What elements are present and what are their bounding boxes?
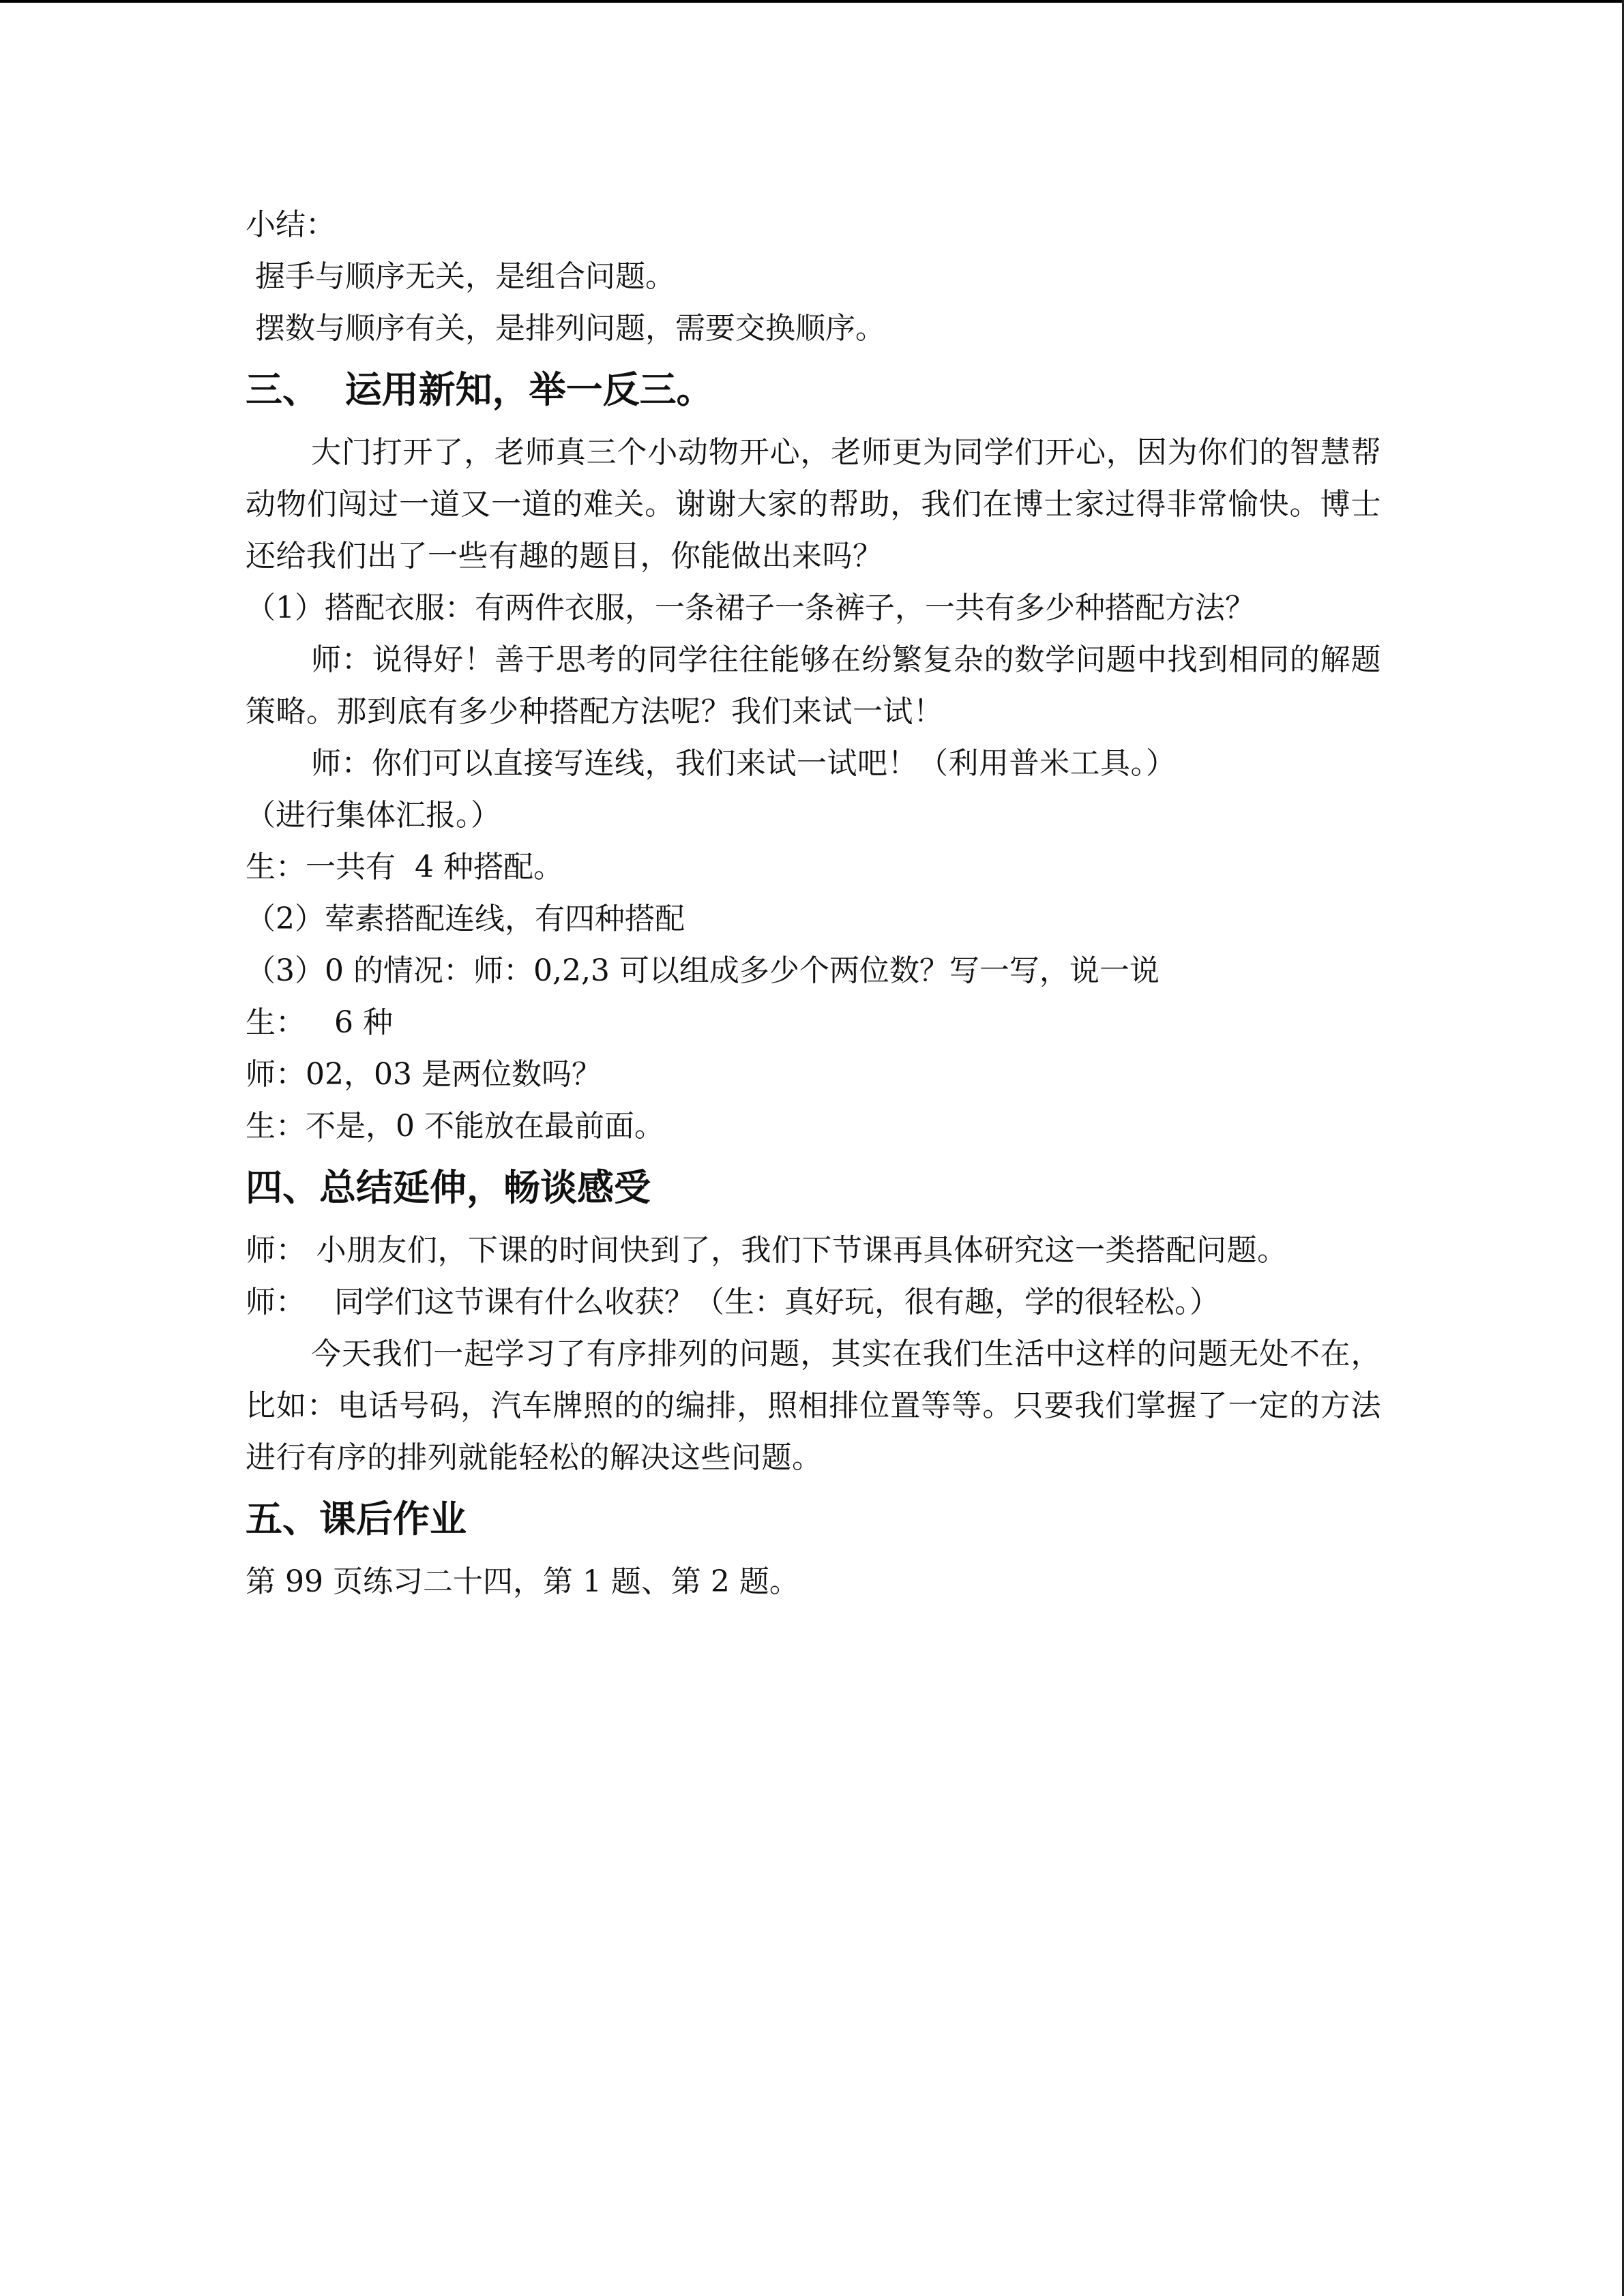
question-2: （2）荤素搭配连线，有四种搭配 bbox=[246, 901, 685, 936]
student-answer-1: 生：一共有 4 种搭配。 bbox=[246, 850, 563, 884]
section-4-paragraph-3: 今天我们一起学习了有序排列的问题，其实在我们生活中这样的问题无处不在，比如：电话号码，汽车牌照的的编排，照相排位置等等。只要我们掌握了一定的方法进行有序的排列就能轻松的解决这些问题。 bbox=[246, 1337, 1381, 1475]
summary-line-1: 握手与顺序无关，是组合问题。 bbox=[246, 259, 675, 294]
summary-line-2: 摆数与顺序有关，是排列问题，需要交换顺序。 bbox=[246, 311, 885, 346]
page-top-border bbox=[0, 0, 1624, 3]
section-3-paragraph-1: 大门打开了，老师真三个小动物开心，老师更为同学们开心，因为你们的智慧帮动物们闯过一道又一道的难关。谢谢大家的帮助，我们在博士家过得非常愉快。博士还给我们出了一些有趣的题目，你能做出来吗？ bbox=[246, 435, 1381, 573]
question-3: （3）0 的情况：师：0,2,3 可以组成多少个两位数？写一写，说一说 bbox=[246, 953, 1160, 988]
homework-line: 第 99 页练习二十四，第 1 题、第 2 题。 bbox=[246, 1564, 799, 1599]
document-body bbox=[246, 199, 1381, 1608]
section-3-heading: 三、 运用新知，举一反三。 bbox=[246, 368, 713, 411]
section-3-paragraph-3: 师：你们可以直接写连线，我们来试一试吧！（利用普米工具。） bbox=[311, 746, 1177, 781]
section-4-paragraph-1: 师： 小朋友们，下课的时间快到了，我们下节课再具体研究这一类搭配问题。 bbox=[246, 1233, 1288, 1268]
teacher-question: 师：02，03 是两位数吗？ bbox=[246, 1057, 602, 1092]
section-4-heading: 四、总结延伸，畅谈感受 bbox=[246, 1166, 651, 1209]
question-1: （1）搭配衣服：有两件衣服，一条裙子一条裤子，一共有多少种搭配方法？ bbox=[246, 591, 1255, 625]
section-4-paragraph-2: 师： 同学们这节课有什么收获？（生：真好玩，很有趣，学的很轻松。） bbox=[246, 1285, 1220, 1320]
student-answer-2: 生： 6 种 bbox=[246, 1005, 393, 1040]
student-answer-3: 生：不是，0 不能放在最前面。 bbox=[246, 1109, 664, 1144]
summary-label: 小结： bbox=[246, 207, 336, 242]
section-5-heading: 五、课后作业 bbox=[246, 1497, 467, 1540]
group-report-line: （进行集体汇报。） bbox=[246, 798, 501, 833]
section-3-paragraph-2: 师：说得好！善于思考的同学往往能够在纷繁复杂的数学问题中找到相同的解题策略。那到底有多少种搭配方法呢？我们来试一试！ bbox=[246, 642, 1381, 729]
